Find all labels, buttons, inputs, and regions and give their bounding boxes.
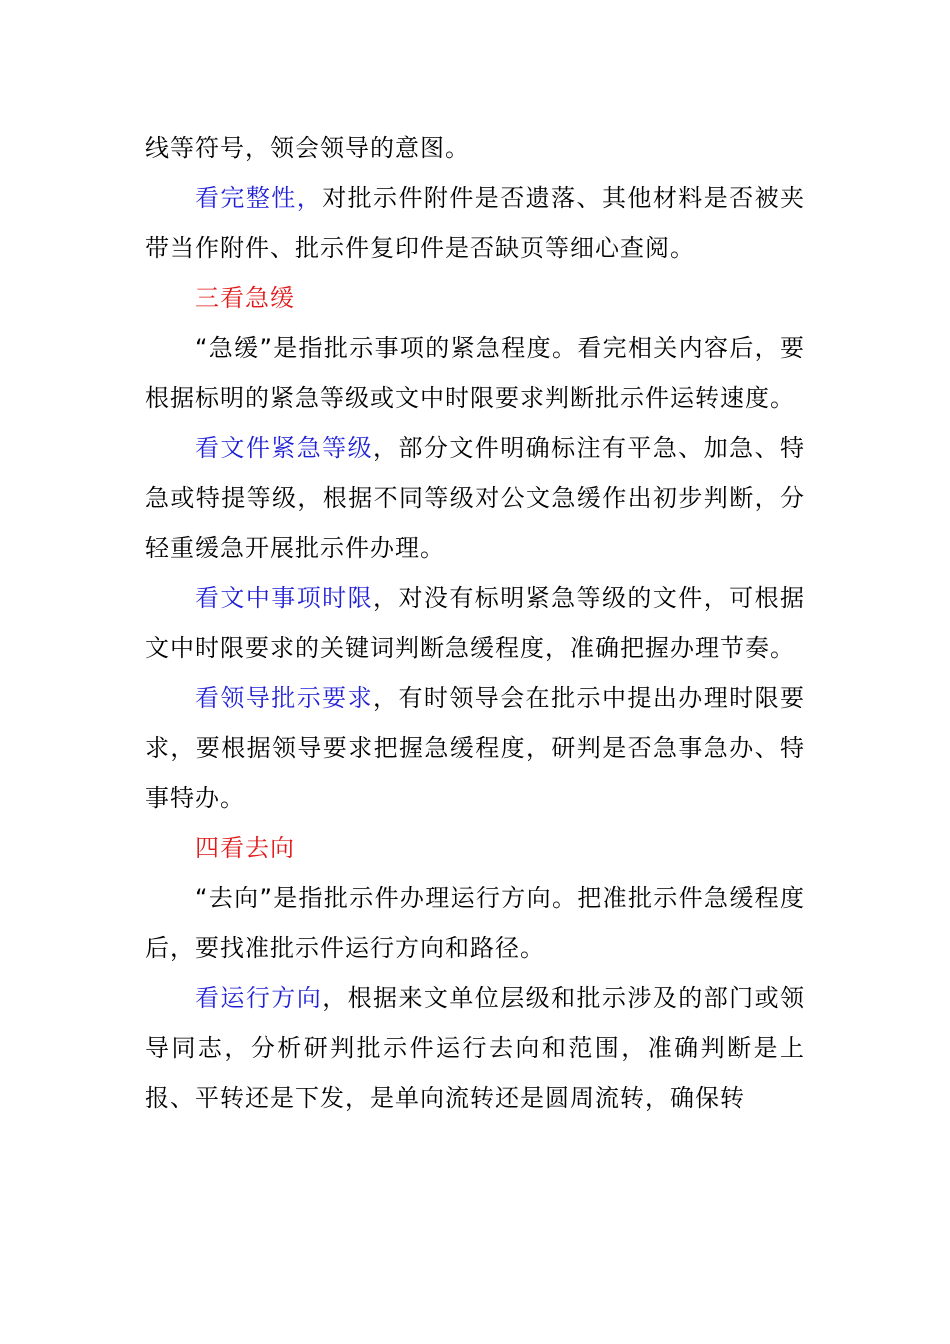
section-heading-urgency: 三看急缓 — [195, 284, 295, 312]
paragraph-urgency-level — [145, 423, 805, 573]
paragraph-text: “去向”是指批示件办理运行方向。把准批示件急缓程度后，要找准批示件运行方向和路径。 — [145, 884, 805, 962]
paragraph-lead: 看领导批示要求 — [195, 684, 374, 712]
paragraph-direction-intro — [145, 873, 805, 973]
paragraph-text: ，根据来文单位层级和批示涉及的部门或领导同志，分析研判批示件运行去向和范围，准确判断是上报、平转还是下发，是单向流转还是圆周流转，确保转 — [145, 984, 806, 1112]
document-page — [145, 123, 805, 1123]
paragraph-lead: 看文件紧急等级 — [195, 434, 374, 462]
paragraph-lead: 看文中事项时限 — [195, 584, 374, 612]
paragraph-run-direction — [145, 973, 805, 1123]
paragraph-text: ，部分文件明确标注有平急、加急、特急或特提等级，根据不同等级对公文急缓作出初步判断，分轻重缓急开展批示件办理。 — [145, 434, 806, 562]
paragraph-text: ，有时领导会在批示中提出办理时限要求，要根据领导要求把握急缓程度，研判是否急事急办、特事特办。 — [145, 684, 806, 812]
paragraph-text: “急缓”是指批示事项的紧急程度。看完相关内容后，要根据标明的紧急等级或文中时限要求判断批示件运转速度。 — [145, 334, 805, 412]
paragraph-lead: 看完整性， — [195, 184, 323, 212]
paragraph-text: ，对没有标明紧急等级的文件，可根据文中时限要求的关键词判断急缓程度，准确把握办理节奏。 — [145, 584, 806, 662]
paragraph-leader-instruction — [145, 673, 805, 823]
paragraph-continuation — [145, 123, 805, 173]
paragraph-time-limit — [145, 573, 805, 673]
paragraph-text: 线等符号，领会领导的意图。 — [145, 134, 470, 162]
paragraph-text: 对批示件附件是否遗落、其他材料是否被夹带当作附件、批示件复印件是否缺页等细心查阅。 — [145, 184, 806, 262]
paragraph-completeness — [145, 173, 805, 273]
paragraph-lead: 看运行方向 — [195, 984, 323, 1012]
paragraph-urgency-intro — [145, 323, 805, 423]
section-heading-direction: 四看去向 — [195, 834, 295, 862]
